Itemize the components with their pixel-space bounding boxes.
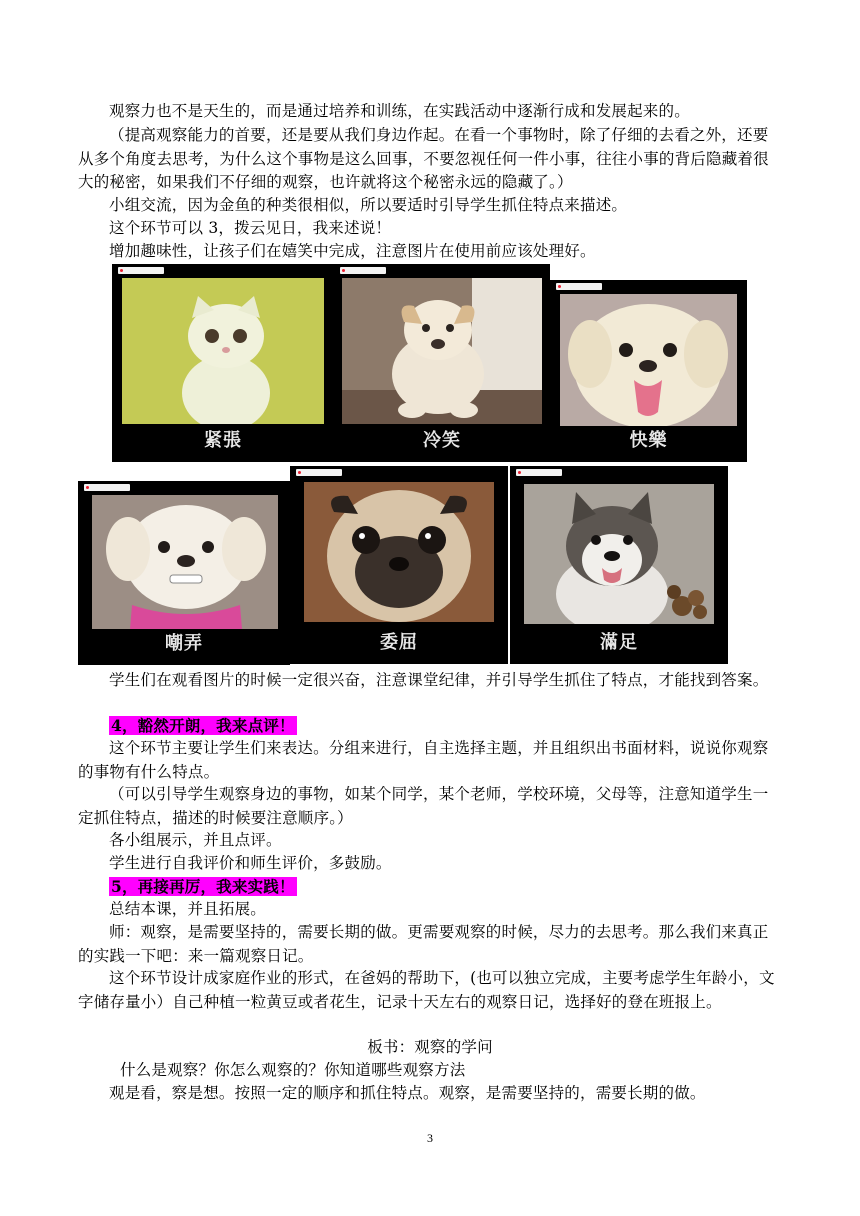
photo-header-bar [296, 469, 342, 476]
photo-tile [112, 264, 334, 462]
photo-header-bar [118, 267, 164, 274]
puppy-icon [342, 278, 542, 424]
photo-tile [290, 466, 508, 664]
photo-tile [510, 466, 728, 664]
paragraph: 这个环节主要让学生们来表达。分组来进行，自主选择主题，并且组织出书面材料，说说你观察的事物有什么特点。 [78, 739, 769, 781]
photo-caption: 嘲弄 [165, 633, 203, 654]
photo-tile [334, 264, 550, 462]
board-answer: 观是看，察是想。按照一定的顺序和抓住特点。观察，是需要坚持的，需要长期的做。 [109, 1084, 706, 1102]
dog-icon [560, 294, 737, 426]
paragraph: 观察力也不是天生的，而是通过培养和训练，在实践活动中逐渐行成和发展起来的。 [109, 102, 690, 120]
pug-icon [304, 482, 494, 622]
paragraph: 师：观察，是需要坚持的，需要长期的做。更需要观察的时候，尽力的去思考。那么我们来真正的实践一下吧：来一篇观察日记。 [78, 923, 769, 965]
paragraph: 学生进行自我评价和师生评价，多鼓励。 [109, 854, 392, 872]
paragraph: 总结本课，并且拓展。 [109, 900, 267, 918]
photo-caption: 快樂 [629, 430, 668, 451]
photo-tile [78, 481, 290, 665]
husky-icon [524, 484, 714, 624]
photo-caption: 紧張 [204, 430, 242, 451]
section-heading-4 [78, 714, 782, 739]
photo-header-bar [84, 484, 130, 491]
paragraph: 学生们在观看图片的时候一定很兴奋，注意课堂纪律，并引导学生抓住了特点，才能找到答案。 [109, 671, 769, 689]
paragraph: 这个环节可以 3，拨云见日，我来述说！ [109, 219, 392, 237]
photo-caption: 委屈 [380, 632, 418, 653]
board-title: 板书：观察的学问 [367, 1038, 493, 1056]
paragraph: 增加趣味性，让孩子们在嬉笑中完成，注意图片在使用前应该处理好。 [109, 242, 596, 260]
kitten-icon [122, 278, 324, 424]
photo-header-bar [556, 283, 602, 290]
board-questions: 什么是观察？你怎么观察的？你知道哪些观察方法 [120, 1061, 466, 1079]
paragraph: 各小组展示，并且点评。 [109, 831, 282, 849]
photo-caption: 冷笑 [423, 430, 461, 451]
photo-tile [550, 280, 747, 462]
page-number: 3 [427, 1131, 433, 1145]
photo-caption: 滿足 [600, 632, 638, 653]
highlighted-heading: 4，豁然开朗，我来点评！ [111, 716, 295, 735]
photo-header-bar [340, 267, 386, 274]
section-heading-5 [78, 875, 782, 900]
photo-header-bar [516, 469, 562, 476]
dog-icon [92, 495, 278, 629]
paragraph: （提高观察能力的首要，还是要从我们身边作起。在看一个事物时，除了仔细的去看之外，还要从多个角度去思考，为什么这个事物是这么回事，不要忽视任何一件小事，往往小事的背后隐藏着很大的秘密，如果我们不仔细的观察，也许就将这个秘密永远的隐藏了。） [78, 126, 769, 191]
paragraph: 这个环节设计成家庭作业的形式，在爸妈的帮助下，(也可以独立完成，主要考虑学生年龄小，文字储存量小）自己种植一粒黄豆或者花生，记录十天左右的观察日记，选择好的登在班报上。 [78, 969, 775, 1011]
paragraph: 小组交流，因为金鱼的种类很相似，所以要适时引导学生抓住特点来描述。 [109, 196, 628, 214]
paragraph: （可以引导学生观察身边的事物，如某个同学，某个老师，学校环境，父母等，注意知道学生一定抓住特点，描述的时候要注意顺序。） [78, 785, 769, 827]
highlighted-heading: 5，再接再厉，我来实践！ [111, 877, 295, 896]
